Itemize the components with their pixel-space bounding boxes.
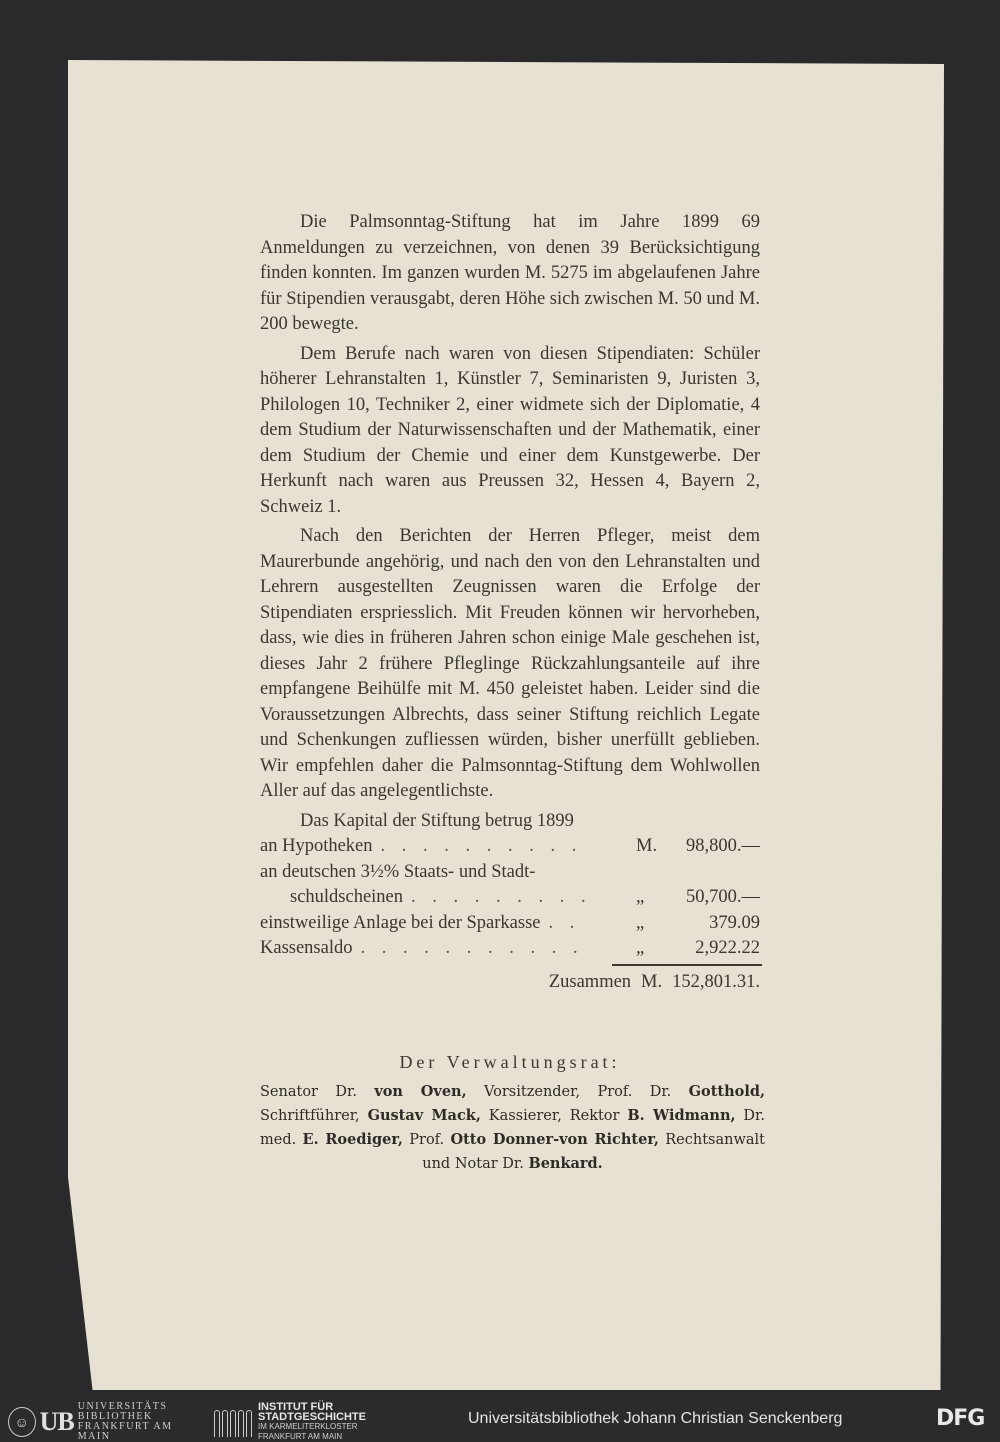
board-heading: Der Verwaltungsrat:	[399, 1052, 621, 1072]
total-amount: 152,801.31.	[672, 971, 760, 992]
capital-row	[260, 860, 760, 886]
ub-line: FRANKFURT AM MAIN	[77, 1421, 173, 1442]
board-member-name: Gotthold,	[688, 1083, 766, 1100]
board-member-name: E. Roediger,	[302, 1131, 403, 1148]
capital-row-amount: 98,800.—	[686, 836, 760, 856]
capital-row-label: schuldscheinen	[290, 887, 404, 907]
paragraph-2: Dem Berufe nach waren von diesen Stipendiaten: Schüler höherer Lehranstalten 1, Künstler 7, Seminaristen 9, Juristen 3, Philologen 10, Techniker 2, einer widmete sich der Diplomatie, 4 dem Studium der Naturwissenschaften und der Mathematik, einer dem Studium der Chemie und einer dem Kunstgewerbe. Der Herkunft nach waren aus Preussen 32, Hessen 4, Bayern 2, Schweiz 1.	[260, 343, 760, 517]
capital-row	[260, 885, 760, 911]
paragraph-1: Die Palmsonntag-Stiftung hat im Jahre 1899 69 Anmeldungen zu verzeichnen, von denen 39 Berücksichtigung finden konnten. Im ganzen wurden M. 5275 im abgelaufenen Jahre für Stipendien verausgabt, deren Höhe sich zwischen M. 50 und M. 200 bewegte.	[260, 212, 760, 334]
capital-row-currency: „	[636, 887, 645, 907]
board-text: Senator Dr.	[260, 1084, 375, 1100]
capital-intro: Das Kapital der Stiftung betrug 1899	[300, 810, 574, 831]
board-text: Dr. med.	[260, 1108, 766, 1148]
capital-row-amount: 50,700.—	[686, 887, 760, 907]
dfg-logo[interactable]: DFG	[936, 1406, 985, 1431]
ub-logo[interactable]	[8, 1401, 198, 1442]
total-label: Zusammen	[548, 971, 632, 992]
isg-line: INSTITUT FÜR	[258, 1401, 334, 1413]
board-member-name: Otto Donner-von Richter,	[450, 1131, 659, 1148]
capital-row	[260, 834, 760, 860]
capital-row-amount: 379.09	[709, 912, 760, 933]
isg-line: IM KARMELITERKLOSTER	[258, 1422, 358, 1431]
capital-row-label: einstweilige Anlage bei der Sparkasse	[260, 912, 541, 933]
library-name-link[interactable]: Universitätsbibliothek Johann Christian Senckenberg	[468, 1410, 843, 1427]
footer-bar	[0, 1400, 1000, 1442]
ub-line: UNIVERSITÄTS	[77, 1401, 168, 1412]
capital-row-label: an deutschen 3½% Staats- und Stadt-	[260, 861, 536, 882]
capital-row-amount: 2,922.22	[695, 938, 760, 958]
capital-row-currency: „	[636, 912, 645, 933]
board-text: Vorsitzender, Prof. Dr.	[466, 1084, 689, 1100]
board-members	[260, 1080, 765, 1176]
capital-row-currency: M.	[636, 836, 658, 856]
capital-row-dots: . . . . . . . . .	[411, 887, 592, 907]
capital-row-dots: . . . . . . . . . .	[380, 836, 583, 856]
paragraph-3: Nach den Berichten der Herren Pfleger, meist dem Maurerbunde angehörig, und nach den von den Lehranstalten und Lehrern ausgestellten Zeugnissen waren die Erfolge der Stipendiaten erspriesslich. Mit Freuden können wir hervorheben, dass, wie dies in früheren Jahren schon einige Male geschehen ist, dieses Jahr 2 frühere Pfleglinge Rückzahlungsanteile auf ihre empfangene Beihülfe mit M. 450 geleistet haben. Leider sind die Voraussetzungen Albrechts, dass seiner Stiftung reichlich Legate und Schenkungen zufliessen würden, bisher unerfüllt geblieben. Wir empfehlen daher die Palmsonntag-Stiftung dem Wohlwollen Aller auf das angelegentlichste.	[260, 526, 760, 801]
capital-row	[260, 911, 760, 937]
capital-row-dots: . .	[548, 912, 581, 933]
sum-divider	[612, 964, 762, 966]
capital-row	[260, 936, 760, 962]
capital-row-currency: „	[636, 938, 645, 958]
board-member-name: Benkard.	[528, 1155, 603, 1172]
capital-total	[260, 970, 760, 996]
ub-text	[78, 1402, 198, 1442]
isg-text	[258, 1402, 366, 1442]
board-text: Rechtsanwalt und Notar Dr.	[422, 1132, 765, 1172]
portrait-seal-icon: ☺	[8, 1407, 36, 1437]
capital-row-label: Kassensaldo	[260, 938, 353, 958]
capital-row-label: an Hypotheken	[260, 836, 373, 856]
capital-table	[260, 809, 760, 996]
board-member-name: von Oven,	[374, 1083, 467, 1100]
board-member-name: Gustav Mack,	[367, 1107, 481, 1124]
capital-row-dots: . . . . . . . . . . .	[360, 938, 584, 958]
isg-line: FRANKFURT AM MAIN	[258, 1432, 343, 1441]
board-member-name: B. Widmann,	[627, 1107, 736, 1124]
isg-line: STADTGESCHICHTE	[258, 1411, 366, 1423]
board-text: Schriftführer,	[260, 1108, 368, 1124]
total-currency: M.	[641, 971, 663, 992]
ub-line: BIBLIOTHEK	[77, 1411, 153, 1422]
ub-letters: UB	[39, 1407, 74, 1436]
board-text: Prof.	[402, 1132, 451, 1148]
isg-logo[interactable]	[214, 1401, 404, 1441]
page-text	[260, 210, 760, 995]
board-text: Kassierer, Rektor	[480, 1108, 628, 1124]
arches-icon	[214, 1407, 252, 1437]
